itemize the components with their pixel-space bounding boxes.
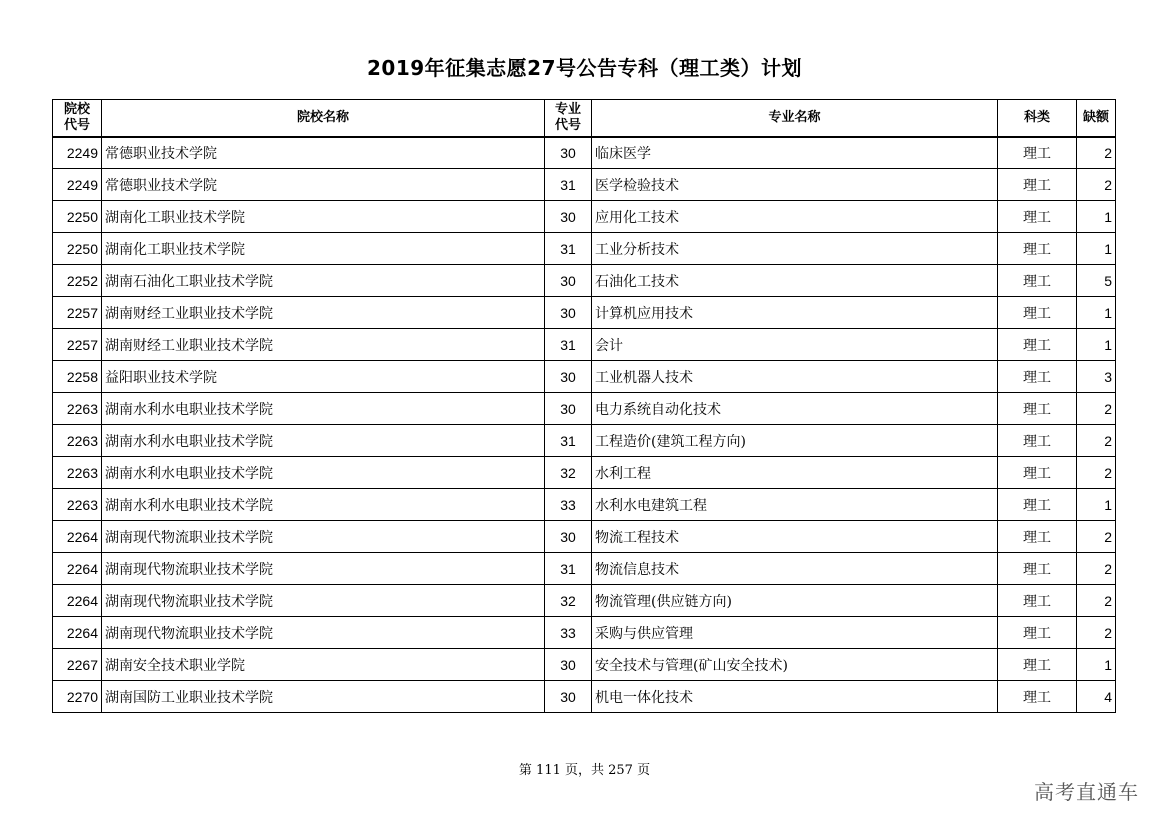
table-row [53, 361, 1116, 393]
major-code-cell: 30 [545, 361, 592, 393]
category-cell: 理工 [998, 617, 1077, 649]
major-name-cell: 计算机应用技术 [592, 297, 998, 329]
table-row [53, 585, 1116, 617]
vacancies-cell: 2 [1077, 553, 1116, 585]
major-code-cell: 30 [545, 201, 592, 233]
school-code-cell: 2250 [53, 201, 102, 233]
vacancies-cell: 1 [1077, 233, 1116, 265]
major-name-cell: 安全技术与管理(矿山安全技术) [592, 649, 998, 681]
category-cell: 理工 [998, 265, 1077, 297]
vacancies-cell: 2 [1077, 617, 1116, 649]
major-name-cell: 物流工程技术 [592, 521, 998, 553]
major-name-cell: 会计 [592, 329, 998, 361]
major-code-cell: 31 [545, 233, 592, 265]
table-row [53, 521, 1116, 553]
category-cell: 理工 [998, 329, 1077, 361]
table-row [53, 329, 1116, 361]
category-cell: 理工 [998, 297, 1077, 329]
category-cell: 理工 [998, 457, 1077, 489]
school-code-cell: 2257 [53, 329, 102, 361]
major-code-cell: 33 [545, 617, 592, 649]
school-name-cell: 湖南财经工业职业技术学院 [102, 297, 545, 329]
category-cell: 理工 [998, 489, 1077, 521]
major-name-cell: 水利工程 [592, 457, 998, 489]
header-category: 科类 [998, 100, 1077, 137]
school-name-cell: 湖南国防工业职业技术学院 [102, 681, 545, 713]
school-name-cell: 湖南安全技术职业学院 [102, 649, 545, 681]
major-name-cell: 水利水电建筑工程 [592, 489, 998, 521]
school-name-cell: 湖南水利水电职业技术学院 [102, 393, 545, 425]
major-code-cell: 31 [545, 329, 592, 361]
vacancies-cell: 2 [1077, 457, 1116, 489]
school-name-cell: 湖南现代物流职业技术学院 [102, 585, 545, 617]
category-cell: 理工 [998, 425, 1077, 457]
vacancies-cell: 2 [1077, 137, 1116, 169]
vacancies-cell: 4 [1077, 681, 1116, 713]
header-major-code: 专业 代号 [545, 100, 592, 137]
table-row [53, 201, 1116, 233]
category-cell: 理工 [998, 393, 1077, 425]
school-code-cell: 2249 [53, 137, 102, 169]
vacancies-cell: 5 [1077, 265, 1116, 297]
school-code-cell: 2257 [53, 297, 102, 329]
table-row [53, 137, 1116, 169]
major-code-cell: 33 [545, 489, 592, 521]
category-cell: 理工 [998, 169, 1077, 201]
major-code-cell: 30 [545, 649, 592, 681]
major-name-cell: 临床医学 [592, 137, 998, 169]
school-code-cell: 2263 [53, 489, 102, 521]
major-name-cell: 医学检验技术 [592, 169, 998, 201]
table-row [53, 169, 1116, 201]
table-row [53, 617, 1116, 649]
table-row [53, 553, 1116, 585]
major-name-cell: 石油化工技术 [592, 265, 998, 297]
header-school-name: 院校名称 [102, 100, 545, 137]
school-name-cell: 湖南现代物流职业技术学院 [102, 521, 545, 553]
vacancies-cell: 2 [1077, 425, 1116, 457]
major-code-cell: 30 [545, 393, 592, 425]
major-name-cell: 物流管理(供应链方向) [592, 585, 998, 617]
table-row [53, 393, 1116, 425]
vacancies-cell: 1 [1077, 201, 1116, 233]
school-name-cell: 湖南水利水电职业技术学院 [102, 425, 545, 457]
category-cell: 理工 [998, 521, 1077, 553]
vacancies-cell: 1 [1077, 649, 1116, 681]
school-code-cell: 2263 [53, 425, 102, 457]
school-code-cell: 2263 [53, 457, 102, 489]
major-name-cell: 工业机器人技术 [592, 361, 998, 393]
school-code-cell: 2263 [53, 393, 102, 425]
vacancies-cell: 2 [1077, 393, 1116, 425]
table-header-row [53, 100, 1116, 137]
school-code-cell: 2252 [53, 265, 102, 297]
school-name-cell: 湖南现代物流职业技术学院 [102, 617, 545, 649]
major-code-cell: 30 [545, 265, 592, 297]
vacancies-cell: 3 [1077, 361, 1116, 393]
major-name-cell: 工程造价(建筑工程方向) [592, 425, 998, 457]
table-row [53, 265, 1116, 297]
major-name-cell: 电力系统自动化技术 [592, 393, 998, 425]
major-code-cell: 32 [545, 457, 592, 489]
watermark-logo: 高考直通车 [1034, 780, 1139, 804]
school-name-cell: 湖南水利水电职业技术学院 [102, 457, 545, 489]
major-code-cell: 30 [545, 137, 592, 169]
table-row [53, 489, 1116, 521]
major-name-cell: 物流信息技术 [592, 553, 998, 585]
page-title: 2019年征集志愿27号公告专科（理工类）计划 [367, 56, 802, 80]
vacancies-cell: 1 [1077, 489, 1116, 521]
major-code-cell: 32 [545, 585, 592, 617]
header-vacancies: 缺额 [1077, 100, 1116, 137]
category-cell: 理工 [998, 361, 1077, 393]
school-code-cell: 2264 [53, 553, 102, 585]
vacancies-cell: 2 [1077, 169, 1116, 201]
school-name-cell: 湖南现代物流职业技术学院 [102, 553, 545, 585]
category-cell: 理工 [998, 137, 1077, 169]
category-cell: 理工 [998, 681, 1077, 713]
school-code-cell: 2249 [53, 169, 102, 201]
major-name-cell: 采购与供应管理 [592, 617, 998, 649]
major-code-cell: 30 [545, 297, 592, 329]
major-name-cell: 机电一体化技术 [592, 681, 998, 713]
table-row [53, 457, 1116, 489]
table-row [53, 681, 1116, 713]
school-code-cell: 2267 [53, 649, 102, 681]
school-name-cell: 湖南化工职业技术学院 [102, 233, 545, 265]
page-number: 第 111 页，共 257 页 [518, 763, 651, 778]
plan-table [52, 99, 1116, 713]
category-cell: 理工 [998, 585, 1077, 617]
school-code-cell: 2270 [53, 681, 102, 713]
table-row [53, 649, 1116, 681]
category-cell: 理工 [998, 553, 1077, 585]
school-code-cell: 2250 [53, 233, 102, 265]
vacancies-cell: 2 [1077, 521, 1116, 553]
major-name-cell: 应用化工技术 [592, 201, 998, 233]
major-code-cell: 31 [545, 425, 592, 457]
category-cell: 理工 [998, 233, 1077, 265]
table-row [53, 297, 1116, 329]
school-name-cell: 湖南石油化工职业技术学院 [102, 265, 545, 297]
school-name-cell: 湖南水利水电职业技术学院 [102, 489, 545, 521]
major-code-cell: 30 [545, 681, 592, 713]
school-code-cell: 2264 [53, 521, 102, 553]
vacancies-cell: 1 [1077, 297, 1116, 329]
school-code-cell: 2258 [53, 361, 102, 393]
school-name-cell: 常德职业技术学院 [102, 169, 545, 201]
school-name-cell: 湖南财经工业职业技术学院 [102, 329, 545, 361]
school-code-cell: 2264 [53, 617, 102, 649]
major-code-cell: 31 [545, 553, 592, 585]
table-row [53, 425, 1116, 457]
header-school-code: 院校 代号 [53, 100, 102, 137]
major-name-cell: 工业分析技术 [592, 233, 998, 265]
school-code-cell: 2264 [53, 585, 102, 617]
category-cell: 理工 [998, 201, 1077, 233]
vacancies-cell: 2 [1077, 585, 1116, 617]
vacancies-cell: 1 [1077, 329, 1116, 361]
school-name-cell: 益阳职业技术学院 [102, 361, 545, 393]
header-major-name: 专业名称 [592, 100, 998, 137]
category-cell: 理工 [998, 649, 1077, 681]
school-name-cell: 湖南化工职业技术学院 [102, 201, 545, 233]
major-code-cell: 31 [545, 169, 592, 201]
table-row [53, 233, 1116, 265]
school-name-cell: 常德职业技术学院 [102, 137, 545, 169]
major-code-cell: 30 [545, 521, 592, 553]
